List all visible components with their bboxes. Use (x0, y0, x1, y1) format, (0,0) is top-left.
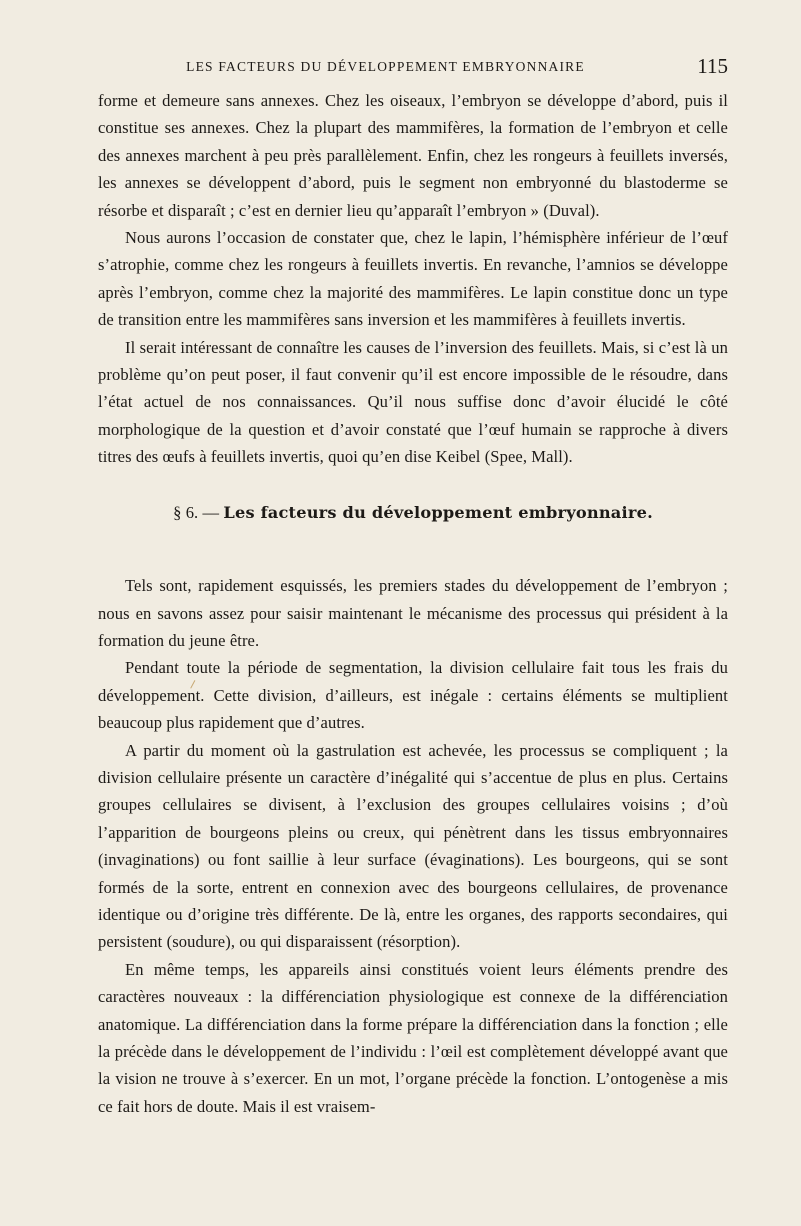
paragraph: Tels sont, rapidement esquissés, les premiers stades du développement de l’embryon ; nous en savons assez pour saisir maintenant le mécanisme des processus qui président à la formation du jeune être. (98, 576, 728, 650)
section-heading (98, 499, 728, 526)
body-text (98, 87, 728, 1120)
page-header (98, 55, 728, 79)
paragraph-continued: forme et demeure sans annexes. Chez les oiseaux, l’embryon se développe d’abord, puis il constitue ses annexes. Chez la plupart des mammifères, la formation de l’embryon et celle des annexes marchent à peu près parallèlement. Enfin, chez les rongeurs à feuillets inversés, les annexes se développent d’abord, puis le segment non embryonné du blastoderme se résorbe et disparaît ; c’est en dernier lieu qu’apparaît l’embryon » (Duval). (98, 91, 728, 220)
paragraph: Il serait intéressant de connaître les causes de l’inversion des feuillets. Mais, si c’est là un problème qu’on peut poser, il faut convenir qu’il est encore impossible de le résoudre, dans l’état actuel de nos connaissances. Qu’il nous suffise donc d’avoir élucidé le côté morphologique de la question et d’avoir constaté que l’œuf humain se rapproche à divers titres des œufs à feuillets invertis, quoi qu’en dise Keibel (Spee, Mall). (98, 337, 728, 467)
paragraph: Pendant toute la période de segmentation, la division cellulaire fait tous les frais du développement. Cette division, d’ailleurs, est inégale : certains éléments se multiplient beaucoup plus rapidement que d’autres. (98, 658, 728, 733)
running-title: LES FACTEURS DU DÉVELOPPEMENT EMBRYONNAIRE (186, 59, 585, 74)
page-number: 115 (697, 54, 728, 78)
section-title: Les facteurs du développement embryonnaire. (223, 502, 653, 522)
paragraph: En même temps, les appareils ainsi constitués voient leurs éléments prendre des caractères nouveaux : la différenciation physiologique est connexe de la différenciation anatomique. La différenciation dans la forme prépare la différenciation dans la fonction ; elle la précède dans le développement de l’individu : l’œil est complètement développé avant que la vision ne trouve à s’exercer. En un mot, l’organe précède la fonction. L’ontogenèse a mis ce fait hors de doute. Mais il est vraisem- (98, 959, 728, 1116)
section-number: § 6. — (173, 502, 220, 522)
paragraph: A partir du moment où la gastrulation est achevée, les processus se compliquent ; la division cellulaire présente un caractère d’inégalité qui s’accentue de plus en plus. Certains groupes cellulaires se divisent, à l’exclusion des groupes cellulaires voisins ; d’où l’apparition de bourgeons pleins ou creux, qui pénètrent dans les tissus embryonnaires (invaginations) ou font saillie à leur surface (évaginations). Les bourgeons, qui se sont formés de la sorte, entrent en connexion avec des bourgeons cellulaires, de provenance identique ou d’origine très différente. De là, entre les organes, des rapports secondaires, qui persistent (soudure), ou qui disparaissent (résorption). (98, 740, 728, 952)
paragraph: Nous aurons l’occasion de constater que, chez le lapin, l’hémisphère inférieur de l’œuf s’atrophie, comme chez les rongeurs à feuillets invertis. En revanche, l’amnios se développe après l’embryon, comme chez la majorité des mammifères. Le lapin constitue donc un type de transition entre les mammifères sans inversion et les mammifères à feuillets invertis. (98, 228, 728, 330)
